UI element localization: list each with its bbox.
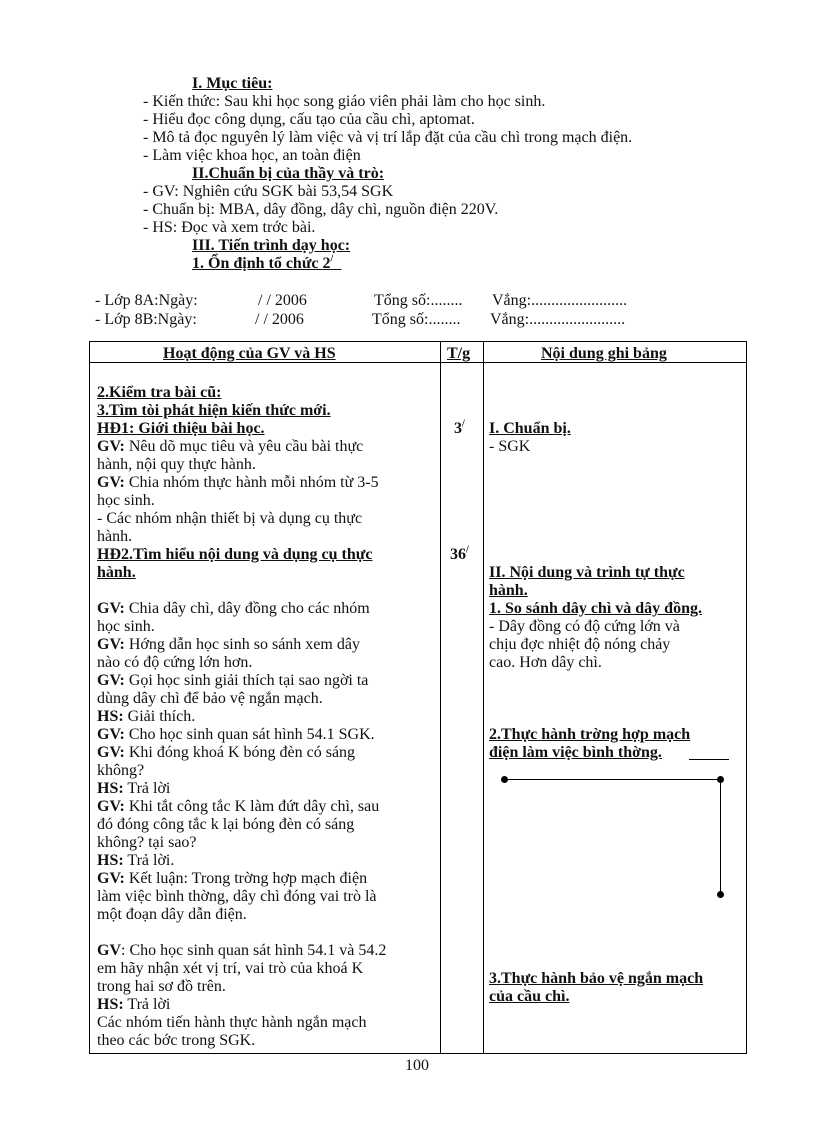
objective-3: - Mô tả đọc nguyên lý làm việc và vị trí lắp đặt của cầu chì trong mạch điện. bbox=[143, 129, 633, 146]
gv-text: : Cho học sinh quan sát hình 54.1 và 54.2 bbox=[121, 942, 387, 959]
gv-line bbox=[97, 474, 386, 492]
gv-label: GV: bbox=[97, 798, 125, 815]
attendance-8a-class: - Lớp 8A:Ngày: bbox=[95, 292, 198, 309]
gv-text: Chia dây chì, dây đồng cho các nhóm bbox=[124, 600, 370, 617]
hs-text: Giải thích. bbox=[123, 708, 196, 725]
circuit-wire-top bbox=[505, 779, 721, 780]
activity-column bbox=[97, 384, 386, 1050]
table-col1-border bbox=[440, 341, 441, 1054]
section3-title: III. Tiến trình dạy học: bbox=[192, 237, 351, 254]
gv-label: GV: bbox=[97, 600, 125, 617]
gv-text: Kết luận: Trong trờng hợp mạch điện bbox=[124, 870, 368, 887]
spacer bbox=[97, 582, 386, 600]
gv-line bbox=[97, 726, 386, 744]
hs-label: HS: bbox=[97, 852, 124, 869]
attendance-8b-absent: Vắng:........................ bbox=[490, 311, 626, 328]
prep-2: - Chuẩn bị: MBA, dây đồng, dây chì, nguồn điện 220V. bbox=[143, 201, 499, 218]
gv-label: GV: bbox=[97, 744, 125, 761]
hs-line bbox=[97, 708, 386, 726]
time-hd2-value: 36 bbox=[450, 546, 466, 563]
attendance-8b-date: / / 2006 bbox=[255, 311, 304, 328]
page-number: 100 bbox=[405, 1057, 429, 1074]
section3-sub-sup: / bbox=[330, 253, 334, 265]
text-line: làm việc bình thờng, dây chì đóng vai trò là bbox=[97, 888, 377, 905]
gv-line bbox=[97, 942, 386, 960]
attendance-8b-class: - Lớp 8B:Ngày: bbox=[95, 311, 197, 328]
gv-line bbox=[97, 744, 386, 762]
gv-line bbox=[97, 870, 386, 888]
text-line: em hãy nhận xét vị trí, vai trò của khoá K bbox=[97, 960, 364, 977]
heading-tim-toi: 3.Tìm tòi phát hiện kiến thức mới. bbox=[97, 402, 331, 419]
gv-text: Hớng dẫn học sinh so sánh xem dây bbox=[124, 636, 360, 653]
table-header-content: Nội dung ghi bảng bbox=[541, 345, 667, 362]
text-line: đó đóng công tắc k lại bóng đèn có sáng bbox=[97, 816, 355, 833]
gv-line bbox=[97, 672, 386, 690]
text-line: nào có độ cứng lớn hơn. bbox=[97, 654, 253, 671]
time-hd2-sup: / bbox=[466, 544, 469, 556]
gv-line bbox=[97, 600, 386, 618]
content-steps-title: II. Nội dung và trình tự thực bbox=[489, 564, 685, 581]
gv-label: GV: bbox=[97, 474, 125, 491]
content-normal-title: 2.Thực hành trờng hợp mạch bbox=[489, 726, 691, 743]
objective-2: - Hiểu đọc công dụng, cấu tạo của cầu chì, aptomat. bbox=[143, 111, 475, 128]
table-bottom-border bbox=[89, 1053, 747, 1054]
attendance-8a-absent: Vắng:........................ bbox=[492, 292, 628, 309]
text-line: học sinh. bbox=[97, 492, 155, 509]
time-hd1-sup: / bbox=[462, 418, 465, 430]
gv-text: Gọi học sinh giải thích tại sao ngời ta bbox=[124, 672, 369, 689]
gv-text: Chia nhóm thực hành mỗi nhóm từ 3-5 bbox=[124, 474, 379, 491]
time-hd1-value: 3 bbox=[454, 420, 462, 437]
prep-3: - HS: Đọc và xem trớc bài. bbox=[143, 219, 316, 236]
hs-line bbox=[97, 780, 386, 798]
gv-text: Nêu dõ mục tiêu và yêu cầu bài thực bbox=[124, 438, 364, 455]
time-hd1 bbox=[454, 420, 465, 438]
text-line: theo các bớc trong SGK. bbox=[97, 1032, 256, 1049]
heading-hd2-cont: hành. bbox=[97, 564, 136, 581]
content-normal-title-cont: điện làm việc bình thờng. bbox=[489, 744, 662, 761]
gv-label: GV: bbox=[97, 870, 125, 887]
gv-text: Khi tắt công tắc K làm đứt dây chì, sau bbox=[124, 798, 380, 815]
time-hd2 bbox=[450, 546, 469, 564]
hs-line bbox=[97, 996, 386, 1014]
hs-line bbox=[97, 852, 386, 870]
table-left-border bbox=[89, 341, 90, 1054]
text-line: trong hai sơ đồ trên. bbox=[97, 978, 226, 995]
circuit-wire-right bbox=[720, 779, 721, 895]
content-compare-line-2: chịu đợc nhiệt độ nóng chảy bbox=[489, 636, 671, 653]
hs-label: HS: bbox=[97, 708, 124, 725]
spacer bbox=[97, 924, 386, 942]
section1-title: I. Mục tiêu: bbox=[192, 75, 273, 92]
content-compare-title: 1. So sánh dây chì và dây đồng. bbox=[489, 600, 702, 617]
hs-text: Trả lời bbox=[123, 996, 171, 1013]
gv-text: Cho học sinh quan sát hình 54.1 SGK. bbox=[124, 726, 375, 743]
hs-label: HS: bbox=[97, 996, 124, 1013]
table-top-border bbox=[89, 341, 747, 342]
section3-subtitle bbox=[192, 255, 341, 273]
content-fuse-title-cont: của cầu chì. bbox=[489, 988, 570, 1005]
attendance-8a-total: Tổng số:........ bbox=[374, 292, 463, 309]
hs-text: Trả lời. bbox=[123, 852, 175, 869]
section2-title: II.Chuẩn bị của thầy và trò: bbox=[192, 165, 385, 182]
text-line: học sinh. bbox=[97, 618, 155, 635]
attendance-8a-date: / / 2006 bbox=[258, 292, 307, 309]
gv-label: GV: bbox=[97, 438, 125, 455]
text-line: dùng dây chì để bảo vệ ngắn mạch. bbox=[97, 690, 323, 707]
gv-label: GV: bbox=[97, 636, 125, 653]
gv-line bbox=[97, 636, 386, 654]
hs-label: HS: bbox=[97, 780, 124, 797]
section3-sub-text: 1. Ổn định tổ chức 2 bbox=[192, 255, 331, 272]
objective-4: - Làm việc khoa học, an toàn điện bbox=[143, 147, 361, 164]
table-col2-border bbox=[483, 341, 484, 1054]
content-fuse-title: 3.Thực hành bảo vệ ngắn mạch bbox=[489, 970, 704, 987]
circuit-node-bottom bbox=[717, 891, 724, 898]
gv-line bbox=[97, 798, 386, 816]
table-header-time: T/g bbox=[447, 345, 471, 362]
gv-label: GV bbox=[97, 942, 121, 959]
gv-line bbox=[97, 438, 386, 456]
content-prep-title: I. Chuẩn bị. bbox=[489, 420, 571, 437]
attendance-8b-total: Tổng số:........ bbox=[372, 311, 461, 328]
text-line: - Các nhóm nhận thiết bị và dụng cụ thực bbox=[97, 510, 363, 527]
heading-hd1: HĐ1: Giới thiệu bài học. bbox=[97, 420, 265, 437]
content-compare-line-1: - Dây đồng có độ cứng lớn và bbox=[489, 618, 680, 635]
table-header-activity: Hoạt động của GV và HS bbox=[163, 345, 336, 362]
hs-text: Trả lời bbox=[123, 780, 171, 797]
text-line: hành. bbox=[97, 528, 133, 545]
text-line: một đoạn dây dẫn điện. bbox=[97, 906, 247, 923]
gv-text: Khi đóng khoá K bóng đèn có sáng bbox=[124, 744, 356, 761]
text-line: hành, nội quy thực hành. bbox=[97, 456, 256, 473]
heading-hd2: HĐ2.Tìm hiểu nội dung và dụng cụ thực bbox=[97, 546, 373, 563]
content-normal-underline-ext bbox=[689, 759, 729, 760]
table-right-border bbox=[746, 341, 747, 1054]
text-line: không? bbox=[97, 762, 145, 779]
objective-1: - Kiến thức: Sau khi học song giáo viên phải làm cho học sinh. bbox=[143, 93, 546, 110]
gv-label: GV: bbox=[97, 672, 125, 689]
heading-kiem-tra: 2.Kiểm tra bài cũ: bbox=[97, 384, 222, 401]
text-line: Các nhóm tiến hành thực hành ngắn mạch bbox=[97, 1014, 367, 1031]
prep-1: - GV: Nghiên cứu SGK bài 53,54 SGK bbox=[143, 183, 394, 200]
content-compare-line-3: cao. Hơn dây chì. bbox=[489, 654, 602, 671]
content-steps-title-cont: hành. bbox=[489, 582, 528, 599]
content-prep-item: - SGK bbox=[489, 438, 531, 455]
gv-label: GV: bbox=[97, 726, 125, 743]
text-line: không? tại sao? bbox=[97, 834, 197, 851]
